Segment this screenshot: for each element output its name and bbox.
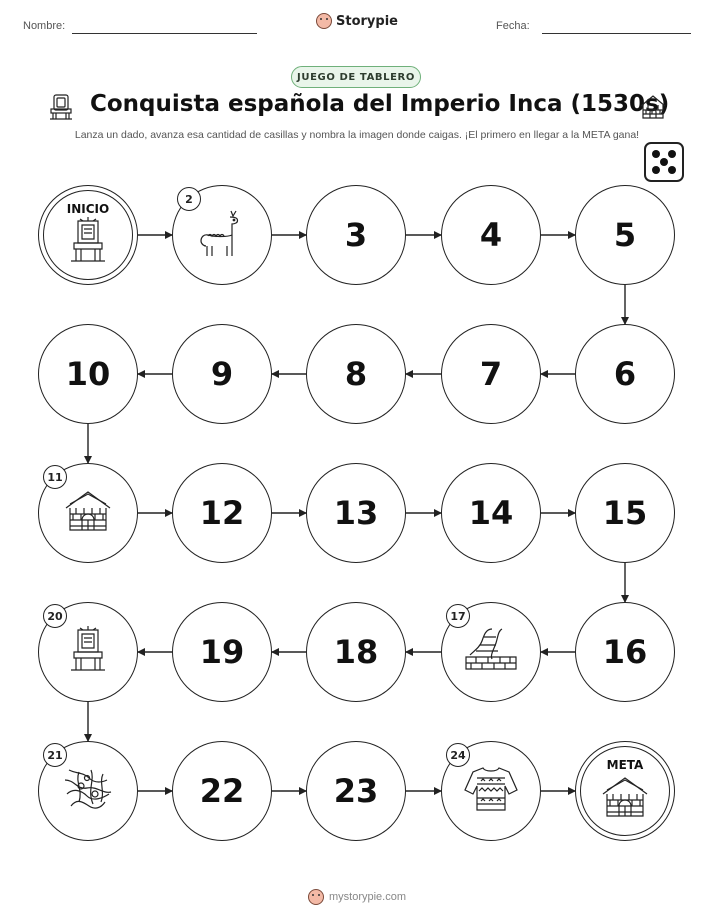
board-space-19: [172, 602, 272, 702]
board-space-4: [441, 185, 541, 285]
date-line[interactable]: [542, 33, 691, 34]
knotted-cords-icon: [59, 764, 117, 818]
space-number: 16: [602, 633, 648, 671]
board-space-21: [38, 741, 138, 841]
space-number-badge: 17: [446, 604, 470, 628]
board-space-17: [441, 602, 541, 702]
stone-path-icon: [462, 627, 520, 677]
stone-house-icon: [62, 488, 114, 538]
board-space-24: [441, 741, 541, 841]
board-space-16: [575, 602, 675, 702]
stone-house-icon: [599, 774, 651, 824]
mascot-icon: [316, 13, 332, 29]
space-number-badge: 24: [446, 743, 470, 767]
space-number: 9: [210, 355, 234, 393]
space-number-badge: 11: [43, 465, 67, 489]
footer: [0, 889, 714, 909]
board-space-11: [38, 463, 138, 563]
space-number: 5: [613, 216, 637, 254]
start-label: INICIO: [66, 202, 110, 216]
board-space-10: [38, 324, 138, 424]
board-space-6: [575, 324, 675, 424]
dice-icon: [644, 142, 684, 182]
page-title: Conquista española del Imperio Inca (1530s): [90, 91, 670, 117]
space-number: 3: [344, 216, 368, 254]
space-number: 22: [199, 772, 245, 810]
board-space-22: [172, 741, 272, 841]
space-number: 7: [479, 355, 503, 393]
board-space-14: [441, 463, 541, 563]
finish-label: META: [606, 758, 644, 772]
brand-header: [0, 13, 714, 33]
board-space-13: [306, 463, 406, 563]
throne-icon: [46, 92, 76, 122]
space-number: 15: [602, 494, 648, 532]
board-space-15: [575, 463, 675, 563]
board-space-7: [441, 324, 541, 424]
name-line[interactable]: [72, 33, 257, 34]
board-space-20: [38, 602, 138, 702]
brand-name: Storypie: [336, 13, 398, 29]
board-space-8: [306, 324, 406, 424]
instructions: Lanza un dado, avanza esa cantidad de casillas y nombra la imagen donde caigas. ¡El primero en llegar a la META gana!: [74, 129, 640, 141]
board-space-18: [306, 602, 406, 702]
llama-icon: [195, 207, 249, 263]
finish-space: [575, 741, 675, 841]
throne-icon: [66, 217, 110, 269]
mascot-icon: [308, 889, 324, 905]
board-space-9: [172, 324, 272, 424]
space-number-badge: 2: [177, 187, 201, 211]
space-number: 12: [199, 494, 245, 532]
space-number-badge: 21: [43, 743, 67, 767]
space-number: 8: [344, 355, 368, 393]
name-label: Nombre:: [23, 20, 66, 32]
sweater-icon: [463, 764, 519, 818]
space-number-badge: 20: [43, 604, 67, 628]
date-label: Fecha:: [496, 20, 530, 32]
space-number: 14: [468, 494, 514, 532]
stone-house-icon: [638, 92, 668, 122]
category-badge: JUEGO DE TABLERO: [291, 66, 421, 88]
footer-url[interactable]: mystorypie.com: [328, 891, 407, 903]
space-number: 6: [613, 355, 637, 393]
space-number: 4: [479, 216, 503, 254]
board-space-2: [172, 185, 272, 285]
space-number: 23: [333, 772, 379, 810]
board-space-12: [172, 463, 272, 563]
board-space-23: [306, 741, 406, 841]
board-space-3: [306, 185, 406, 285]
start-space: [38, 185, 138, 285]
space-number: 13: [333, 494, 379, 532]
space-number: 18: [333, 633, 379, 671]
space-number: 19: [199, 633, 245, 671]
board-space-5: [575, 185, 675, 285]
throne-icon: [66, 626, 110, 678]
space-number: 10: [65, 355, 111, 393]
